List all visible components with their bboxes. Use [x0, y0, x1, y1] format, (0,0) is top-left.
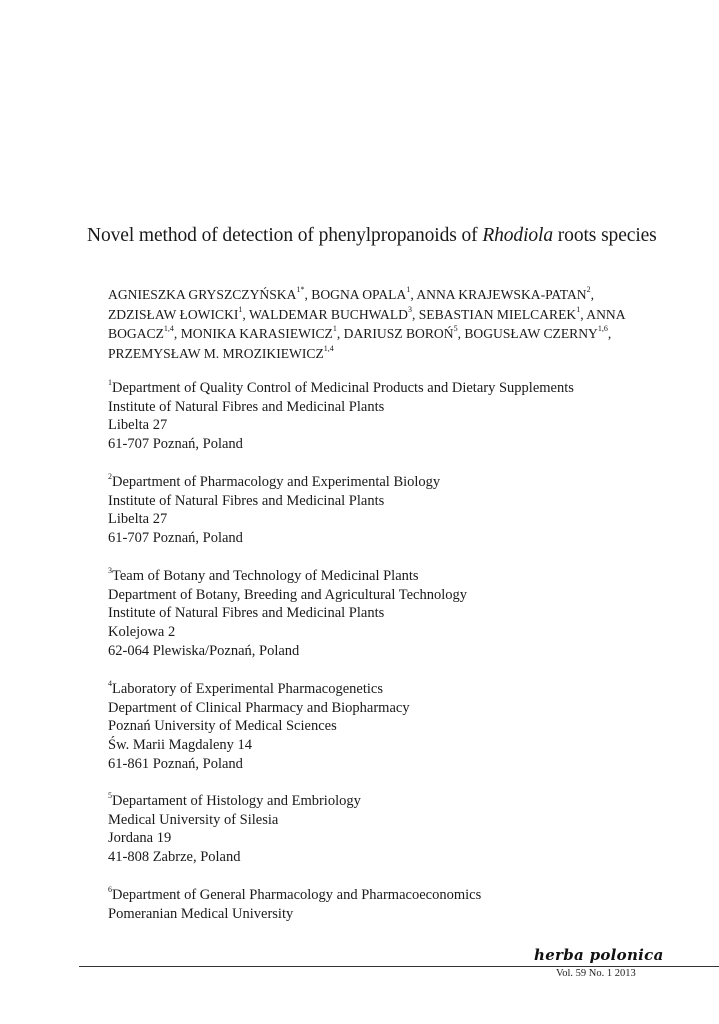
affiliation-line: 61-707 Poznań, Poland [108, 530, 243, 547]
author-line [108, 324, 708, 344]
affiliation-text: Department of Quality Control of Medicinal Products and Dietary Supplements [112, 380, 574, 396]
affiliation-number: 1 [108, 378, 112, 388]
affiliation-text: Departament of Histology and Embriology [112, 793, 361, 809]
affiliation-4 [108, 680, 708, 774]
volume-info: Vol. 59 No. 1 2013 [556, 968, 636, 979]
affiliation-line: Jordana 19 [108, 830, 172, 847]
title-genus: Rhodiola [482, 225, 554, 246]
author-affiliation-mark: 1 [406, 285, 411, 295]
affiliation-number: 4 [108, 679, 112, 689]
affiliation-line [108, 680, 708, 699]
affiliation-line: Libelta 27 [108, 511, 168, 528]
affiliation-number: 5 [108, 791, 112, 801]
author-affiliation-mark: 5 [453, 324, 458, 334]
affiliation-line: Medical University of Silesia [108, 811, 279, 828]
affiliation-line [108, 886, 708, 905]
article-title [87, 224, 707, 248]
affiliation-line: 61-707 Poznań, Poland [108, 436, 243, 453]
author-affiliation-mark: 1* [296, 285, 305, 295]
author-list [108, 285, 708, 363]
affiliation-line: Św. Marii Magdaleny 14 [108, 737, 253, 754]
author-line [108, 285, 708, 305]
author-name: PRZEMYSŁAW M. MROZIKIEWICZ [108, 345, 324, 361]
affiliation-text: Department of General Pharmacology and Pharmacoeconomics [112, 887, 482, 903]
author-separator: , [607, 326, 612, 341]
author-name: , BOGNA OPALA [304, 287, 407, 302]
affiliation-number: 2 [108, 472, 112, 482]
affiliation-number: 3 [108, 566, 112, 576]
affiliation-text: Team of Botany and Technology of Medicinal Plants [112, 568, 419, 584]
author-name: , ANNA KRAJEWSKA-PATAN [410, 287, 587, 302]
affiliation-line: Department of Clinical Pharmacy and Biopharmacy [108, 699, 410, 716]
author-name: , WALDEMAR BUCHWALD [242, 306, 408, 322]
author-name: BOGACZ [108, 326, 164, 341]
author-line [108, 344, 708, 364]
affiliation-line [108, 567, 708, 586]
author-affiliation-mark: 1,4 [163, 324, 174, 334]
affiliation-text: Laboratory of Experimental Pharmacogenetics [112, 681, 383, 697]
affiliation-text: Department of Pharmacology and Experimental Biology [112, 474, 441, 490]
affiliation-6 [108, 886, 708, 923]
author-name: , SEBASTIAN MIELCAREK [411, 306, 577, 322]
affiliation-line: 61-861 Poznań, Poland [108, 755, 243, 772]
affiliation-line: Institute of Natural Fibres and Medicinal Plants [108, 398, 385, 415]
author-affiliation-mark: 3 [407, 304, 412, 314]
author-separator: , [590, 287, 594, 302]
author-line [108, 305, 708, 325]
affiliation-3 [108, 567, 708, 661]
title-prefix: Novel method of detection of phenylpropanoids of [87, 225, 483, 246]
affiliation-line [108, 473, 708, 492]
affiliation-line: 41-808 Zabrze, Poland [108, 849, 241, 866]
affiliation-line: Libelta 27 [108, 417, 168, 434]
author-name: , ANNA [580, 306, 626, 322]
author-name: , BOGUSŁAW CZERNY [457, 326, 598, 341]
affiliation-line: Kolejowa 2 [108, 624, 176, 641]
author-affiliation-mark: 1 [238, 304, 243, 314]
author-name: , MONIKA KARASIEWICZ [173, 326, 333, 341]
journal-logo: herba polonica [534, 946, 664, 964]
affiliation-line [108, 379, 708, 398]
affiliation-2 [108, 473, 708, 548]
affiliation-line [108, 792, 708, 811]
author-affiliation-mark: 1,4 [323, 343, 334, 353]
author-name: , DARIUSZ BOROŃ [336, 326, 454, 341]
affiliation-line: Institute of Natural Fibres and Medicinal Plants [108, 492, 385, 509]
affiliation-number: 6 [108, 885, 112, 895]
affiliation-5 [108, 792, 708, 867]
affiliation-line: Department of Botany, Breeding and Agricultural Technology [108, 586, 467, 603]
footer-divider [79, 966, 719, 967]
author-name: ZDZISŁAW ŁOWICKI [108, 306, 239, 322]
title-suffix: roots species [553, 225, 657, 246]
affiliation-line: Institute of Natural Fibres and Medicinal Plants [108, 605, 385, 622]
affiliation-line: Pomeranian Medical University [108, 905, 294, 922]
author-affiliation-mark: 1,6 [597, 324, 608, 334]
author-name: AGNIESZKA GRYSZCZYŃSKA [108, 287, 297, 302]
author-affiliation-mark: 2 [586, 285, 591, 295]
author-affiliation-mark: 1 [576, 304, 581, 314]
affiliation-1 [108, 379, 708, 454]
affiliation-line: 62-064 Plewiska/Poznań, Poland [108, 642, 300, 659]
author-affiliation-mark: 1 [332, 324, 337, 334]
affiliation-line: Poznań University of Medical Sciences [108, 718, 337, 735]
